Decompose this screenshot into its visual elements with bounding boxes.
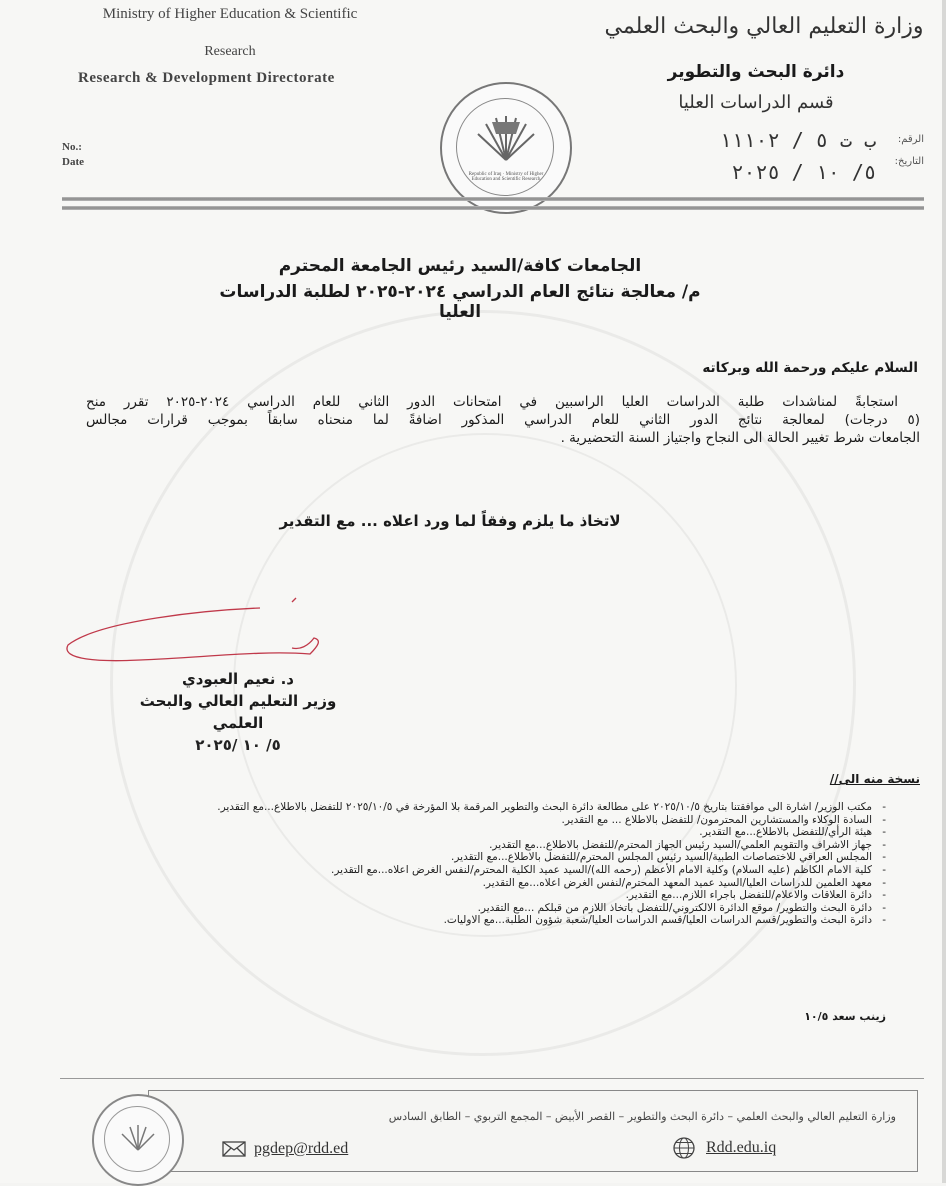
page-edge: [942, 0, 946, 1183]
no-value-ar: ب ت ٥ / ١١١٠٢: [719, 128, 876, 152]
seal-text: Republic of Iraq · Ministry of Higher Education and Scientific Research: [468, 172, 544, 182]
envelope-icon: [222, 1141, 246, 1157]
signer-name: د. نعيم العبودي: [181, 670, 295, 688]
body-line-3: الجامعات شرط تغيير الحالة الى النجاح واجتياز السنة التحضيرية .: [560, 430, 920, 446]
ministry-seal: [440, 82, 572, 214]
footer-box: [148, 1090, 918, 1172]
seal-emblem-icon: [472, 114, 540, 162]
footer-rule: [60, 1078, 924, 1079]
body-line-2: (٥ درجات) لمعالجة نتائج الدور الثاني للعام الدراسي المذكور اضافةً لما منحناه سابقاً بموجب قرارات مجالس: [86, 412, 920, 428]
footer-website[interactable]: [672, 1136, 776, 1160]
footer-address: وزارة التعليم العالي والبحث العلمي – دائرة البحث والتطوير – القصر الأبيض – المجمع التربوي – الطابق السادس: [388, 1110, 896, 1123]
copies-item: - دائرة البحث والتطوير/ موقع الدائرة الالكتروني/للتفضل باتخاذ اللازم من قبلكم ...مع التقدير.: [86, 902, 886, 915]
date-label-ar: التاريخ:: [894, 156, 924, 167]
copies-item: - دائرة البحث والتطوير/قسم الدراسات العليا/قسم الدراسات العليا/شعبة شؤون الطلبة...مع الاوليات.: [86, 914, 886, 927]
signature-block: [118, 668, 358, 756]
ministry-en-line1: Ministry of Higher Education & Scientific: [102, 6, 358, 22]
copies-item: - معهد العلمين للدراسات العليا/السيد عميد المعهد المحترم/لنفس الغرض اعلاه...مع التقدير.: [86, 877, 886, 890]
no-label-ar: الرقم:: [897, 134, 924, 145]
website-link[interactable]: Rdd.edu.iq: [706, 1139, 777, 1156]
signer-title: وزير التعليم العالي والبحث العلمي: [139, 692, 337, 732]
copies-item: - دائرة العلاقات والاعلام/للتفضل باجراء اللازم...مع التقدير.: [86, 889, 886, 902]
signature-date: ٥/ ١٠ /٢٠٢٥: [195, 736, 281, 754]
copies-heading: نسخة منه الى//: [829, 772, 920, 786]
date-value-ar: ٥/ ١٠ / ٢٠٢٥: [731, 160, 876, 184]
copies-item: - السادة الوكلاء والمستشارين المحترمون/ للتفضل بالاطلاع ... مع التقدير.: [86, 814, 886, 827]
copies-item: - كلية الامام الكاظم (عليه السلام) وكلية الامام الأعظم (رحمه الله)/السيد عميد الكلية المحترم/لنفس الغرض اعلاه...مع التقدير.: [86, 864, 886, 877]
ministry-en-line2: Research: [204, 44, 256, 59]
closing-line: لاتخاذ ما يلزم وفقاً لما ورد اعلاه ... مع التقدير: [279, 512, 621, 530]
recipient: الجامعات كافة/السيد رئيس الجامعة المحترم: [278, 256, 642, 276]
copies-item: - مكتب الوزير/ اشارة الى موافقتنا بتاريخ ٢٠٢٥/١٠/٥ على مطالعة دائرة البحث والتطوير المرقمة بلا المؤرخة في ٢٠٢٥/١٠/٥ للتفضل بالاطلاع...مع التقدير.: [86, 801, 886, 814]
footer-email[interactable]: [222, 1140, 348, 1158]
header-divider-bottom: [62, 206, 924, 210]
footer-seal-emblem-icon: [120, 1124, 156, 1152]
subject: م/ معالجة نتائج العام الدراسي ٢٠٢٤-٢٠٢٥ لطلبة الدراسات العليا: [219, 282, 701, 322]
date-label-en: Date: [62, 156, 84, 168]
typist-note: زينب سعد ١٠/٥: [804, 1010, 886, 1023]
ministry-ar: وزارة التعليم العالي والبحث العلمي: [604, 14, 924, 39]
body-line-1: استجابةً لمناشدات طلبة الدراسات العليا الراسبين في امتحانات الدور الثاني للعام الدراسي ٢٠٢٤-٢٠٢٥ تقرر منح: [86, 394, 899, 410]
copies-item: - هيئة الرأي/للتفضل بالاطلاع...مع التقدير.: [86, 826, 886, 839]
copies-item: - المجلس العراقي للاختصاصات الطبية/السيد رئيس المجلس المحترم/للتفضل بالاطلاع...مع التقدير.: [86, 851, 886, 864]
footer-seal: [92, 1094, 184, 1186]
copies-item: - جهاز الاشراف والتقويم العلمي/السيد رئيس الجهاز المحترم/للتفضل بالاطلاع...مع التقدير.: [86, 839, 886, 852]
ref-labels-en: [62, 140, 84, 170]
signature-scribble-icon: [60, 590, 340, 680]
directorate-ar: دائرة البحث والتطوير: [667, 62, 845, 82]
copies-list: [86, 801, 886, 927]
directorate-en: Research & Development Directorate: [78, 70, 335, 86]
header-en: [60, 4, 400, 62]
globe-icon: [672, 1136, 696, 1160]
section-ar: قسم الدراسات العليا: [678, 92, 834, 113]
header-divider-top: [62, 197, 924, 201]
greeting: السلام عليكم ورحمة الله وبركاته: [702, 360, 918, 376]
email-link[interactable]: pgdep@rdd.ed: [254, 1140, 349, 1157]
body-paragraph: [86, 393, 920, 447]
no-label-en: No.:: [62, 141, 82, 153]
